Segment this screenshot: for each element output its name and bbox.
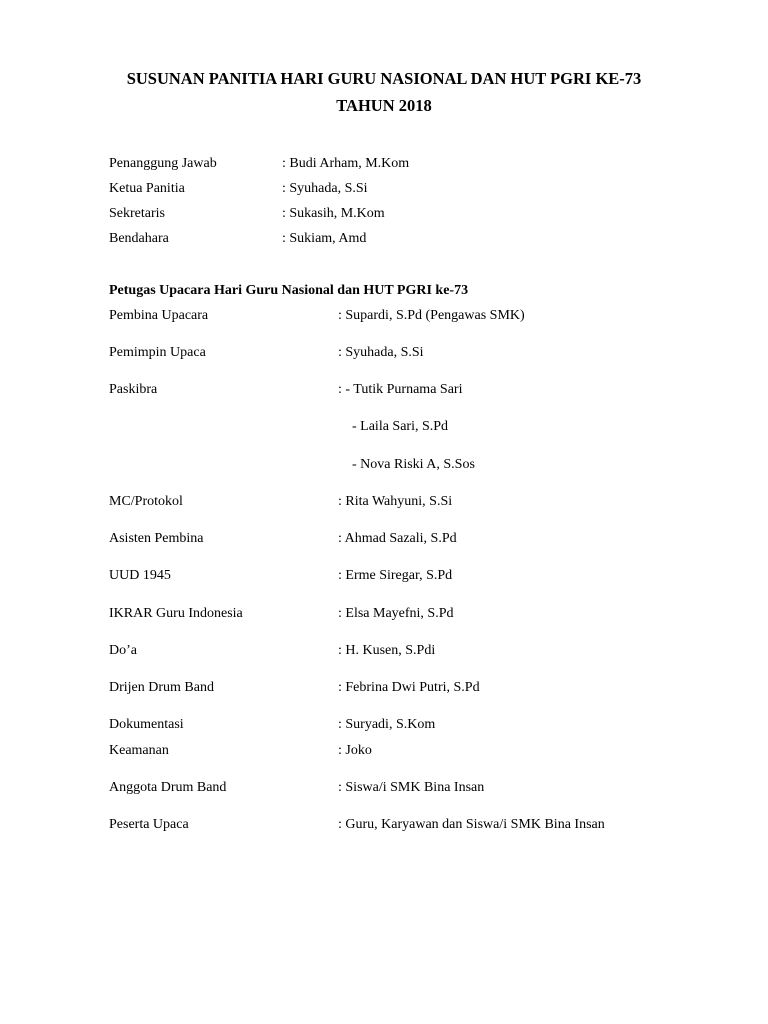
committee-row [0, 154, 768, 174]
duty-role-label: UUD 1945 [109, 568, 171, 583]
committee-member-value: : Budi Arham, M.Kom [282, 156, 410, 171]
duty-row [0, 417, 768, 437]
duty-row [0, 778, 768, 798]
duty-assignee-value: : - Tutik Purnama Sari [338, 382, 463, 397]
duty-role-label: IKRAR Guru Indonesia [109, 606, 243, 621]
duty-assignee-value: : Rita Wahyuni, S.Si [338, 494, 453, 509]
duty-row [0, 604, 768, 624]
committee-member-value: : Sukasih, M.Kom [282, 206, 385, 221]
duty-row [0, 715, 768, 735]
duty-role-label: Peserta Upaca [109, 817, 189, 832]
duty-assignee-value: : Erme Siregar, S.Pd [338, 568, 453, 583]
duty-role-label: Drijen Drum Band [109, 680, 214, 695]
duty-row [0, 641, 768, 661]
committee-role-label: Ketua Panitia [109, 181, 185, 196]
duty-assignee-value: : Siswa/i SMK Bina Insan [338, 780, 485, 795]
duty-assignee-value: - Nova Riski A, S.Sos [352, 457, 475, 472]
duty-role-label: Paskibra [109, 382, 158, 397]
duty-assignee-value: : H. Kusen, S.Pdi [338, 643, 436, 658]
duty-role-label: Asisten Pembina [109, 531, 204, 546]
duty-assignee-value: : Supardi, S.Pd (Pengawas SMK) [338, 308, 525, 323]
committee-role-label: Bendahara [109, 231, 169, 246]
duty-role-label: MC/Protokol [109, 494, 183, 509]
committee-row [0, 204, 768, 224]
duty-role-label: Do’a [109, 643, 137, 658]
duty-assignee-value: : Ahmad Sazali, S.Pd [338, 531, 457, 546]
committee-member-value: : Sukiam, Amd [282, 231, 367, 246]
duty-role-label: Pemimpin Upaca [109, 345, 206, 360]
duty-assignee-value: : Joko [338, 743, 372, 758]
duty-assignee-value: : Elsa Mayefni, S.Pd [338, 606, 454, 621]
duty-assignee-value: : Suryadi, S.Kom [338, 717, 436, 732]
duty-role-label: Anggota Drum Band [109, 780, 227, 795]
committee-role-label: Sekretaris [109, 206, 165, 221]
duty-role-label: Dokumentasi [109, 717, 184, 732]
duty-row [0, 529, 768, 549]
duty-row [0, 815, 768, 835]
duty-row [0, 741, 768, 761]
duty-row [0, 343, 768, 363]
duty-assignee-value: : Febrina Dwi Putri, S.Pd [338, 680, 480, 695]
document-title-line-2: TAHUN 2018 [336, 96, 432, 115]
committee-role-label: Penanggung Jawab [109, 156, 217, 171]
duty-row [0, 455, 768, 475]
duty-assignee-value: : Syuhada, S.Si [338, 345, 424, 360]
committee-row [0, 229, 768, 249]
duty-row [0, 492, 768, 512]
document-title-line-1: SUSUNAN PANITIA HARI GURU NASIONAL DAN HUT PGRI KE-73 [126, 69, 642, 88]
duty-row [0, 566, 768, 586]
duty-row [0, 380, 768, 400]
duty-assignee-value: - Laila Sari, S.Pd [352, 419, 449, 434]
committee-member-value: : Syuhada, S.Si [282, 181, 368, 196]
duty-row [0, 678, 768, 698]
duty-assignee-value: : Guru, Karyawan dan Siswa/i SMK Bina Insan [338, 817, 605, 832]
duty-role-label: Pembina Upacara [109, 308, 209, 323]
duty-row [0, 306, 768, 326]
committee-row [0, 179, 768, 199]
section-heading: Petugas Upacara Hari Guru Nasional dan HUT PGRI ke-73 [109, 283, 469, 298]
duty-role-label: Keamanan [109, 743, 169, 758]
